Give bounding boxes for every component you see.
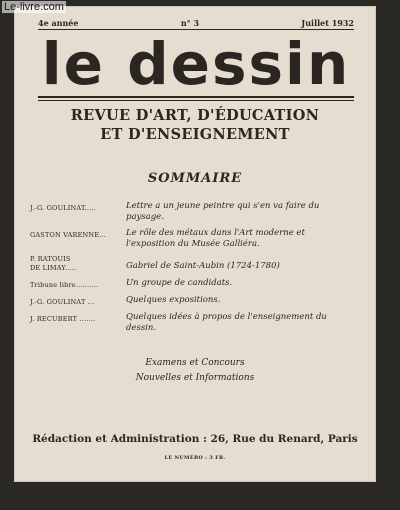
watermark: Le-livre.com — [4, 1, 64, 13]
toc-author: J.-G. GOULINAT ... — [30, 298, 95, 306]
masthead-top — [38, 18, 354, 28]
note-examens: Examens et Concours — [145, 358, 245, 368]
toc-author: Tribune libre.......... — [30, 281, 99, 289]
issue-year: 4e année — [38, 18, 79, 28]
issue-price: LE NUMÉRO : 3 FR. — [164, 455, 226, 461]
toc-author: J.-G. GOULINAT..... — [30, 204, 96, 212]
toc-author: P. RATOUIS DE LIMAY..... — [30, 255, 77, 272]
sommaire-heading: SOMMAIRE — [147, 171, 243, 186]
title-rule-thin — [38, 100, 354, 101]
toc-entry — [30, 278, 354, 290]
subtitle — [34, 106, 356, 144]
subtitle-line-2: ET D'ENSEIGNEMENT — [100, 126, 290, 143]
toc-item: Quelques idées à propos de l'enseignement du dessin. — [126, 312, 327, 333]
footer-notes — [14, 356, 376, 386]
toc-item: Quelques expositions. — [126, 295, 221, 305]
table-of-contents — [30, 201, 354, 339]
toc-item: Lettre a un jeune peintre qui s'en va faire du paysage. — [126, 201, 320, 222]
magazine-cover — [14, 6, 376, 482]
toc-item: Un groupe de candidats. — [126, 278, 233, 288]
toc-entry — [30, 295, 354, 307]
toc-entry — [30, 228, 354, 250]
issue-number: n° 3 — [180, 18, 200, 28]
title-rule-thick — [38, 96, 354, 98]
toc-author: J. RECUBERT ....... — [30, 315, 96, 323]
toc-author: GASTON VARENNE... — [30, 231, 107, 239]
toc-item: Gabriel de Saint-Aubin (1724-1780) — [126, 261, 280, 271]
toc-entry — [30, 255, 354, 273]
toc-item: Le rôle des métaux dans l'Art moderne et l'exposition du Musée Galliéra. — [126, 228, 305, 249]
admin-address: Rédaction et Administration : 26, Rue du Renard, Paris — [32, 433, 358, 445]
issue-date: Juillet 1932 — [301, 18, 354, 28]
toc-entry — [30, 312, 354, 334]
note-nouvelles: Nouvelles et Informations — [135, 373, 255, 383]
subtitle-line-1: REVUE D'ART, D'ÉDUCATION — [70, 107, 320, 124]
magazine-title: le dessin — [41, 30, 351, 98]
toc-entry — [30, 201, 354, 223]
